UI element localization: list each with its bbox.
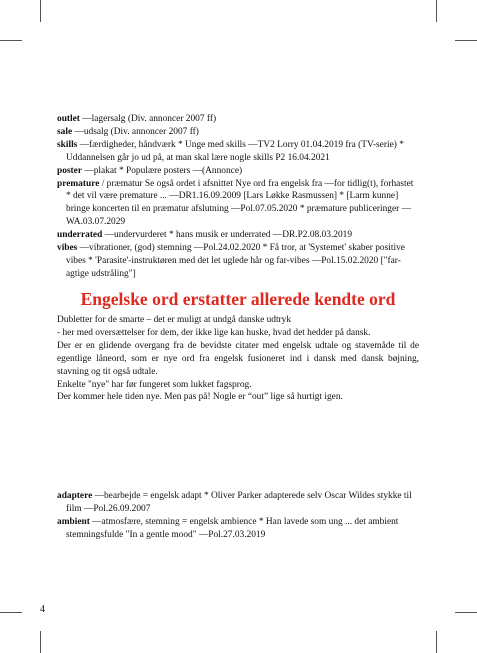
glossary-entries-bottom (57, 490, 419, 542)
entry-term: sale (57, 126, 73, 137)
paragraph: Dubletter for de smarte – det er muligt at undgå danske udtryk (57, 315, 292, 325)
glossary-entry (57, 165, 419, 178)
glossary-entry (57, 516, 419, 542)
entry-term: adaptere (57, 491, 93, 501)
glossary-entry (57, 490, 419, 516)
entry-term: premature (57, 178, 100, 189)
paragraph: - her med oversættelser for dem, der ikke lige kan huske, hvad det hedder på dansk. (57, 327, 371, 338)
entry-term: vibes (57, 243, 78, 254)
entry-definition: —færdigheder, håndværk * Unge med skills —TV2 Lorry 01.04.2019 fra (TV-serie) * Uddannelsen går jo ud på, at man skal lære nogle skills P2 16.04.2021 (66, 139, 404, 163)
crop-mark (455, 40, 477, 41)
crop-mark (40, 631, 41, 653)
crop-mark (436, 0, 437, 22)
glossary-entry (57, 242, 419, 281)
entry-term: outlet (57, 114, 80, 124)
paragraph: Der kommer hele tiden nye. Men pas på! Nogle er “out” lige så hurtigt igen. (57, 392, 343, 403)
crop-mark (40, 0, 41, 22)
paragraph: Der er en glidende overgang fra de bevidste citater med engelsk udtale og stavemåde til de egentlige låneord, som er nye ord fra engelsk fusioneret ind i dansk med dansk bøjning, stavning og tit også udtale. (57, 340, 419, 377)
entry-definition: —vibrationer, (god) stemning —Pol.24.02.2020 * Få tror, at 'Systemet' skaber positive vibes * 'Parasite'-instruktøren med det let uglede hår og far-vibes —Pol.15.02.2020 ["far-agtige udstråling"] (66, 243, 405, 279)
entry-definition: —plakat * Populære posters —(Annonce) (82, 165, 243, 176)
crop-mark (0, 612, 22, 613)
entry-definition: —undervurderet * hans musik er underrated —DR.P2.08.03.2019 (102, 230, 353, 241)
paragraph: Enkelte "nye" har før fungeret som lukket fagsprog. (57, 379, 252, 390)
glossary-entry (57, 126, 419, 139)
entry-term: ambient (57, 516, 90, 527)
entry-term: skills (57, 139, 78, 150)
crop-mark (0, 40, 22, 41)
page-number: 4 (40, 604, 45, 615)
entry-term: poster (57, 165, 82, 176)
glossary-entry (57, 113, 419, 126)
entry-definition: —lagersalg (Div. annoncer 2007 ff) (79, 114, 217, 124)
crop-mark (436, 631, 437, 653)
entry-definition: —bearbejde = engelsk adapt * Oliver Parker adapterede selv Oscar Wildes stykke til film —Pol.26.09.2007 (66, 491, 412, 514)
entry-definition: —atmosfære, stemning = engelsk ambience * Han lavede som ung ... det ambient stemningsfulde "In a gentle mood" —Pol.27.03.2019 (66, 516, 399, 540)
glossary-entries-top (57, 113, 419, 281)
glossary-entry (57, 139, 419, 165)
entry-definition: —udsalg (Div. annoncer 2007 ff) (72, 126, 199, 137)
crop-mark (455, 612, 477, 613)
entry-term: underrated (57, 230, 103, 241)
section-intro (57, 314, 419, 404)
section-heading: Engelske ord erstatter allerede kendte ord (80, 289, 396, 309)
entry-definition: / præmatur Se også ordet i afsnittet Nye ord fra engelsk fra —for tidlig(t), forhastet * det vil være premature ... —DR1.16.09.2009 [Lars Løkke Rasmussen] * [Larm kunne] bringe koncerten til en præmatur afslutning —Pol.07.05.2020 * præmature publiceringer —WA.03.07.2029 (66, 178, 414, 228)
glossary-entry (57, 229, 419, 242)
glossary-entry (57, 178, 419, 230)
